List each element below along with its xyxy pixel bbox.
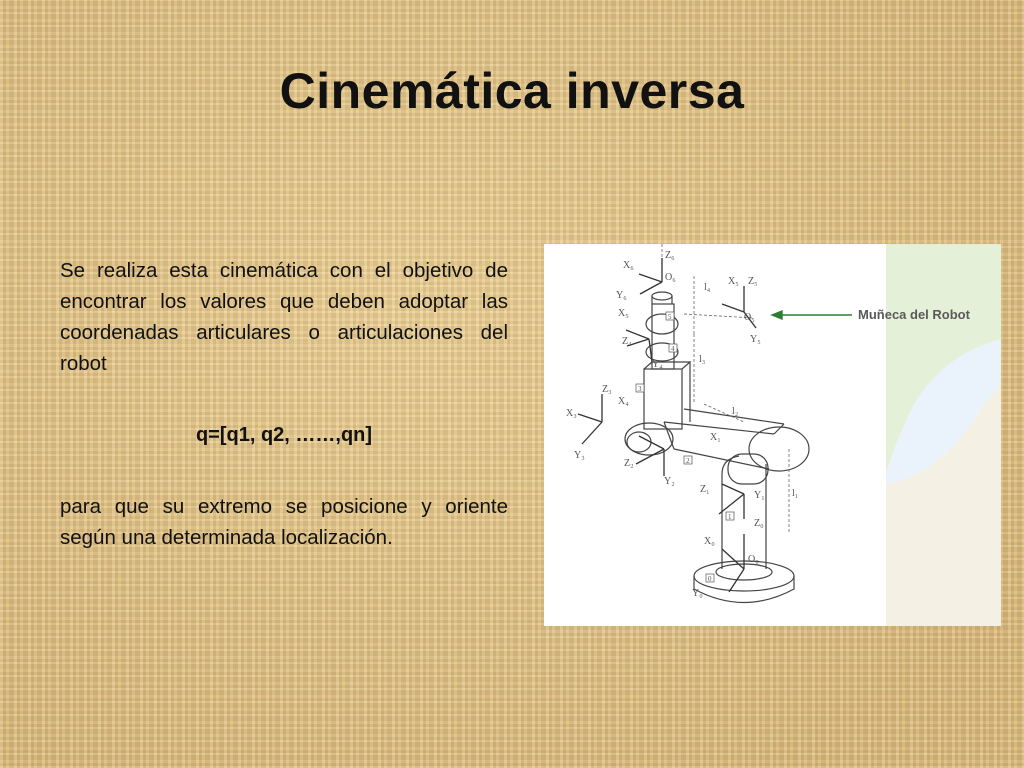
svg-text:2: 2 (686, 457, 690, 465)
svg-text:Y₂: Y₂ (664, 476, 675, 487)
svg-text:Y₁: Y₁ (754, 490, 765, 501)
svg-text:O₆: O₆ (665, 272, 676, 283)
svg-text:0: 0 (708, 575, 712, 583)
svg-text:X₃: X₃ (566, 408, 577, 419)
svg-text:Z₃: Z₃ (602, 384, 612, 395)
svg-text:l₃: l₃ (699, 354, 706, 365)
svg-text:Y₄: Y₄ (652, 359, 663, 370)
svg-text:4: 4 (671, 345, 675, 353)
svg-text:Z₄: Z₄ (622, 336, 632, 347)
svg-text:X₄: X₄ (618, 396, 629, 407)
svg-text:l₂: l₂ (732, 406, 739, 417)
svg-text:1: 1 (728, 513, 732, 521)
svg-text:O₅: O₅ (744, 312, 755, 323)
svg-text:3: 3 (638, 385, 642, 393)
intro-paragraph: Se realiza esta cinemática con el objetivo de encontrar los valores que deben adoptar las coordenadas articulares o articulaciones del robot (60, 259, 508, 375)
robot-arm-diagram (544, 244, 1001, 626)
svg-text:Y₆: Y₆ (616, 290, 627, 301)
svg-text:5: 5 (668, 313, 672, 321)
svg-text:Z₆: Z₆ (665, 250, 675, 261)
svg-text:Z₀: Z₀ (754, 518, 764, 529)
slide-body (60, 255, 508, 553)
svg-text:X₅: X₅ (618, 308, 629, 319)
svg-text:Y₅: Y₅ (750, 334, 761, 345)
wrist-callout-label: Muñeca del Robot (858, 307, 970, 322)
svg-text:X₁: X₁ (710, 432, 721, 443)
svg-text:X₀: X₀ (704, 536, 715, 547)
svg-text:Z₂: Z₂ (624, 458, 634, 469)
svg-text:O₀: O₀ (748, 554, 759, 565)
svg-text:l₄: l₄ (704, 282, 711, 293)
svg-text:Y₃: Y₃ (574, 450, 585, 461)
svg-text:Z₅: Z₅ (748, 276, 758, 287)
svg-text:Z₁: Z₁ (700, 484, 710, 495)
svg-text:X₆: X₆ (623, 260, 634, 271)
svg-text:X₅: X₅ (728, 276, 739, 287)
joint-vector-formula: q=[q1, q2, ……,qn] (195, 424, 373, 446)
svg-text:Y₀: Y₀ (692, 588, 703, 599)
slide-title: Cinemática inversa (279, 63, 745, 119)
closing-paragraph: para que su extremo se posicione y oriente según una determinada localización. (60, 495, 508, 549)
svg-text:l₁: l₁ (792, 488, 799, 499)
